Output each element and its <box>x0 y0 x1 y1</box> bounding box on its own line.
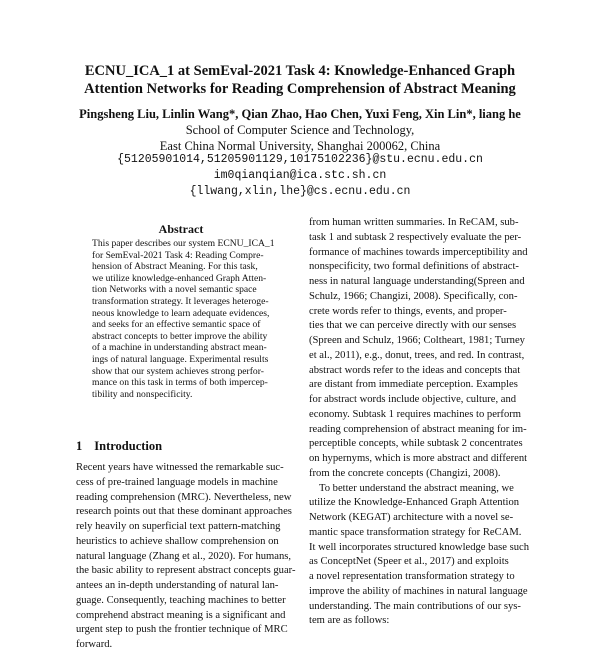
text-line: tem are as follows: <box>309 615 390 627</box>
text-line: economy. Subtask 1 requires machines to perform <box>309 408 522 420</box>
text-line: reading comprehension (MRC). Nevertheless, new <box>76 491 292 503</box>
abstract-line: hension of Abstract Meaning. For this task, <box>92 261 258 273</box>
abstract-line: neous knowledge to learn adequate evidences, <box>92 307 270 319</box>
text-line: natural language (Zhang et al., 2020). For humans, <box>76 550 292 562</box>
text-line: antees an in-depth understanding of natural lan- <box>76 580 279 591</box>
title-line: ECNU_ICA_1 at SemEval-2021 Task 4: Knowledge-Enhanced Graph <box>84 63 516 79</box>
right-column-text <box>309 216 533 629</box>
abstract-line: This paper describes our system ECNU_ICA_1 <box>92 238 275 249</box>
text-line: research points out that these dominant approaches <box>76 506 292 518</box>
text-line: nonspecificity, two formal definitions of abstract- <box>309 261 519 273</box>
text-line: To better understand the abstract meaning, we <box>319 482 514 494</box>
text-line: It well incorporates structured knowledge base such <box>309 541 530 553</box>
abstract-heading: Abstract <box>158 222 204 236</box>
text-line: guage. Consequently, teaching machines to better <box>76 594 286 606</box>
text-line: from human written summaries. In ReCAM, sub- <box>309 217 519 228</box>
text-line: are distant from immediate perception. Examples <box>309 379 518 391</box>
text-line: utilize the Knowledge-Enhanced Graph Attention <box>309 497 520 509</box>
abstract-line: tibility and nonspecificity. <box>92 388 193 400</box>
text-line: from the concrete concepts (Changizi, 2008). <box>309 467 501 479</box>
text-line: Network (KEGAT) architecture with a novel se- <box>309 512 514 523</box>
email-line: im0qianqian@ica.stc.sh.cn <box>213 169 387 182</box>
text-line: formance of machines towards imperceptibility and <box>309 246 528 258</box>
abstract-line: of a machine in understanding abstract mean- <box>92 342 267 354</box>
text-line: the basic ability to represent abstract concepts guar- <box>76 565 296 577</box>
affiliation-university: East China Normal University, Shanghai 200062, China <box>159 139 441 153</box>
abstract-line: tion Networks with a novel semantic space <box>92 284 257 296</box>
text-line: mantic space transformation strategy for ReCAM. <box>309 526 522 538</box>
abstract-line: for SemEval-2021 Task 4: Reading Compre- <box>92 249 264 261</box>
text-line: understanding. The main contributions of our sys- <box>309 600 521 612</box>
text-line: urgent step to push the frontier technique of MRC <box>76 624 288 636</box>
affiliation-school: School of Computer Science and Technology, <box>185 123 415 137</box>
section-title: Introduction <box>94 439 163 453</box>
abstract-line: mance on this task in terms of both impercep- <box>92 377 268 389</box>
text-line: (Spreen and Schulz, 1966; Coltheart, 1981; Turney <box>309 335 525 346</box>
abstract-line: transformation strategy. It leverages heteroge- <box>92 295 269 307</box>
text-line: perceptible concepts, while subtask 2 concentrates <box>309 438 523 450</box>
text-line: abstract words refer to the ideas and concepts that <box>309 364 521 376</box>
text-line: crete words refer to things, events, and proper- <box>309 305 507 317</box>
text-line: as ConceptNet (Speer et al., 2017) and exploits <box>309 556 509 568</box>
left-column-text <box>76 461 294 653</box>
text-line: improve the ability of machines in natural language <box>309 585 528 597</box>
email-line: {51205901014,51205901129,10175102236}@stu.ecnu.edu.cn <box>117 153 483 166</box>
author-list: Pingsheng Liu, Linlin Wang*, Qian Zhao, Hao Chen, Yuxi Feng, Xin Lin*, liang he <box>79 107 521 121</box>
text-line: cess of pre-trained language models in machine <box>76 476 278 488</box>
title-line: Attention Networks for Reading Comprehension of Abstract Meaning <box>84 81 516 97</box>
text-line: et al., 2011), e.g., donut, trees, and red. In contrast, <box>309 349 525 361</box>
text-line: ness in natural language understanding(Spreen and <box>309 276 525 287</box>
text-line: ties that we can perceive directly with our senses <box>309 320 517 332</box>
email-line: {llwang,xlin,lhe}@cs.ecnu.edu.cn <box>189 185 411 198</box>
text-line: reading comprehension of abstract meaning for im- <box>309 423 527 435</box>
text-line: Recent years have witnessed the remarkable suc- <box>76 462 284 473</box>
abstract-line: we utilize knowledge-enhanced Graph Atten- <box>92 272 267 284</box>
abstract-body <box>92 238 282 400</box>
text-line: Schulz, 1966; Changizi, 2008). Specifically, con- <box>309 290 518 302</box>
paper-title <box>40 62 560 98</box>
abstract-line: show that our system achieves strong perfor- <box>92 365 264 377</box>
abstract-line: abstract concepts to better improve the ability <box>92 330 268 342</box>
section-number: 1 <box>76 439 83 453</box>
text-line: for abstract words include objective, culture, and <box>309 394 517 405</box>
text-line: a novel representation transformation strategy to <box>309 571 515 582</box>
text-line: task 1 and subtask 2 respectively evaluate the per- <box>309 231 522 243</box>
abstract-line: ings of natural language. Experimental results <box>92 353 269 365</box>
text-line: rely heavily on superficial text pattern-matching <box>76 521 281 532</box>
abstract-line: and seeks for an effective semantic space of <box>92 319 261 331</box>
text-line: heuristics to achieve shallow comprehension on <box>76 535 279 547</box>
text-line: forward. <box>76 639 113 650</box>
text-line: on hypernyms, which is more abstract and different <box>309 453 528 464</box>
text-line: comprehend abstract meaning is a significant and <box>76 609 286 621</box>
section-heading <box>76 439 174 454</box>
